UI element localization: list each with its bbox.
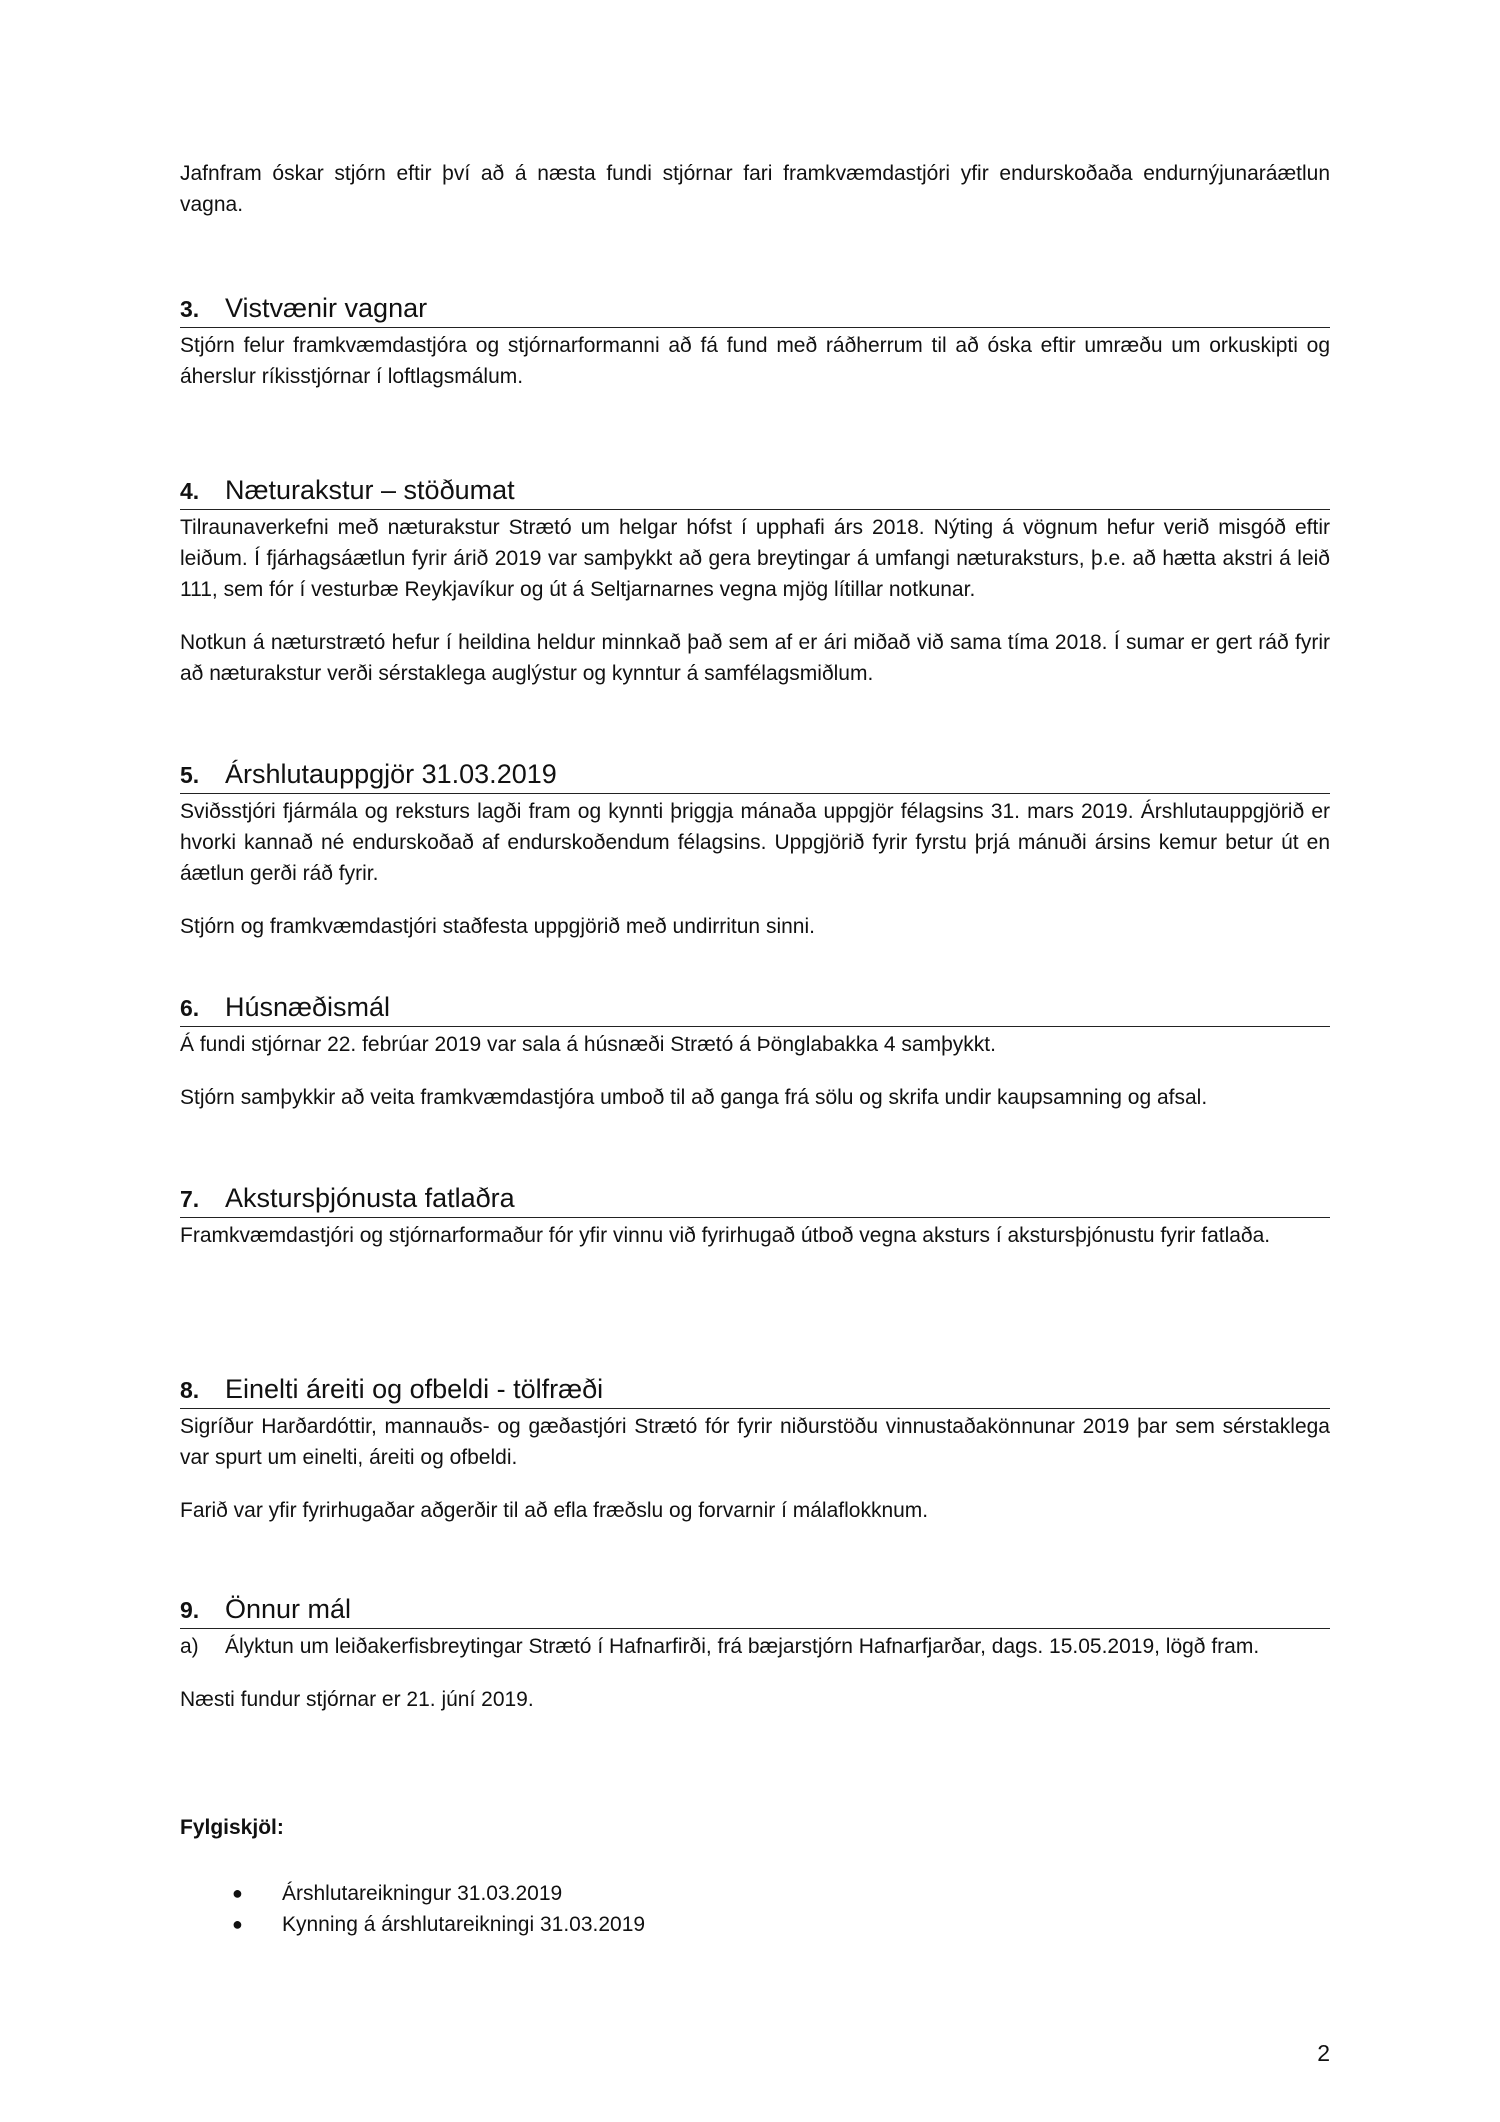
- list-item-label: a): [180, 1635, 199, 1658]
- bullet-icon: ●: [232, 1883, 243, 1903]
- attachments-title: Fylgiskjöl:: [180, 1816, 284, 1839]
- section-number: 5.: [180, 762, 200, 788]
- next-meeting-text: Næsti fundur stjórnar er 21. júní 2019.: [180, 1688, 534, 1711]
- section-paragraph: Á fundi stjórnar 22. febrúar 2019 var sala á húsnæði Strætó á Þönglabakka 4 samþykkt.: [180, 1033, 996, 1056]
- section-heading: [180, 1593, 1330, 1629]
- section-number: 9.: [180, 1597, 200, 1623]
- section-4: [180, 474, 1330, 689]
- section-title: Önnur mál: [225, 1594, 352, 1624]
- section-paragraph: Farið var yfir fyrirhugaðar aðgerðir til að efla fræðslu og forvarnir í málaflokknum.: [180, 1499, 929, 1522]
- section-heading: [180, 474, 1330, 510]
- section-title: Vistvænir vagnar: [225, 293, 428, 323]
- attachment-label: Kynning á árshlutareikningi 31.03.2019: [282, 1913, 646, 1936]
- section-title: Næturakstur – stöðumat: [225, 475, 515, 505]
- list-item: [180, 1631, 1330, 1662]
- attachment-label: Árshlutareikningur 31.03.2019: [282, 1882, 563, 1905]
- section-heading: [180, 758, 1330, 794]
- bullet-icon: ●: [232, 1914, 243, 1934]
- intro-block: [180, 158, 1330, 220]
- section-title: Húsnæðismál: [225, 992, 391, 1022]
- section-heading: [180, 991, 1330, 1027]
- section-heading: [180, 1373, 1330, 1409]
- list-item-text: Ályktun um leiðakerfisbreytingar Strætó í Hafnarfirði, frá bæjarstjórn Hafnarfjarðar, dags. 15.05.2019, lögð fram.: [225, 1635, 1260, 1658]
- section-heading: [180, 1182, 1330, 1218]
- section-3: [180, 292, 1330, 392]
- section-paragraph: Stjórn felur framkvæmdastjóra og stjórnarformanni að fá fund með ráðherrum til að óska eftir umræðu um orkuskipti og áherslur ríkisstjórnar í loftlagsmálum.: [180, 334, 1330, 388]
- page-number: 2: [1317, 2040, 1330, 2066]
- section-6: [180, 991, 1330, 1113]
- section-title: Akstursþjónusta fatlaðra: [225, 1183, 515, 1213]
- section-number: 4.: [180, 478, 200, 504]
- section-7: [180, 1182, 1330, 1251]
- section-paragraph: Sigríður Harðardóttir, mannauðs- og gæðastjóri Strætó fór fyrir niðurstöðu vinnustaðakönnunar 2019 þar sem sérstaklega var spurt um einelti, áreiti og ofbeldi.: [180, 1415, 1330, 1469]
- section-number: 8.: [180, 1377, 200, 1403]
- section-number: 6.: [180, 995, 200, 1021]
- section-title: Árshlutauppgjör 31.03.2019: [225, 759, 557, 789]
- intro-paragraph: Jafnfram óskar stjórn eftir því að á næsta fundi stjórnar fari framkvæmdastjóri yfir endurskoðaða endurnýjunaráætlun vagna.: [180, 162, 1330, 216]
- attachments-block: [180, 1816, 1330, 1940]
- list-item: [180, 1909, 1330, 1940]
- section-5: [180, 758, 1330, 942]
- section-heading: [180, 292, 1330, 328]
- section-paragraph: Tilraunaverkefni með næturakstur Strætó um helgar hófst í upphafi árs 2018. Nýting á vögnum hefur verið misgóð eftir leiðum. Í fjárhagsáætlun fyrir árið 2019 var samþykkt að gera breytingar á umfangi næturaksturs, þ.e. að hætta akstri á leið 111, sem fór í vesturbæ Reykjavíkur og út á Seltjarnarnes vegna mjög lítillar notkunar.: [180, 516, 1330, 601]
- section-paragraph: Sviðsstjóri fjármála og reksturs lagði fram og kynnti þriggja mánaða uppgjör félagsins 31. mars 2019. Árshlutauppgjörið er hvorki kannað né endurskoðað af endurskoðendum félagsins. Uppgjörið fyrir fyrstu þrjá mánuði ársins kemur betur út en áætlun gerði ráð fyrir.: [180, 800, 1330, 885]
- section-title: Einelti áreiti og ofbeldi - tölfræði: [225, 1374, 604, 1404]
- section-8: [180, 1373, 1330, 1526]
- section-paragraph: Framkvæmdastjóri og stjórnarformaður fór yfir vinnu við fyrirhugað útboð vegna aksturs í akstursþjónustu fyrir fatlaða.: [180, 1224, 1271, 1247]
- section-number: 3.: [180, 296, 200, 322]
- section-paragraph: Stjórn samþykkir að veita framkvæmdastjóra umboð til að ganga frá sölu og skrifa undir kaupsamning og afsal.: [180, 1086, 1208, 1109]
- section-number: 7.: [180, 1186, 200, 1212]
- section-paragraph: Notkun á næturstrætó hefur í heildina heldur minnkað það sem af er ári miðað við sama tíma 2018. Í sumar er gert ráð fyrir að næturakstur verði sérstaklega auglýstur og kynntur á samfélagsmiðlum.: [180, 631, 1330, 685]
- attachments-list: [180, 1878, 1330, 1940]
- list-item: [180, 1878, 1330, 1909]
- section-paragraph: Stjórn og framkvæmdastjóri staðfesta uppgjörið með undirritun sinni.: [180, 915, 815, 938]
- section-9: [180, 1593, 1330, 1715]
